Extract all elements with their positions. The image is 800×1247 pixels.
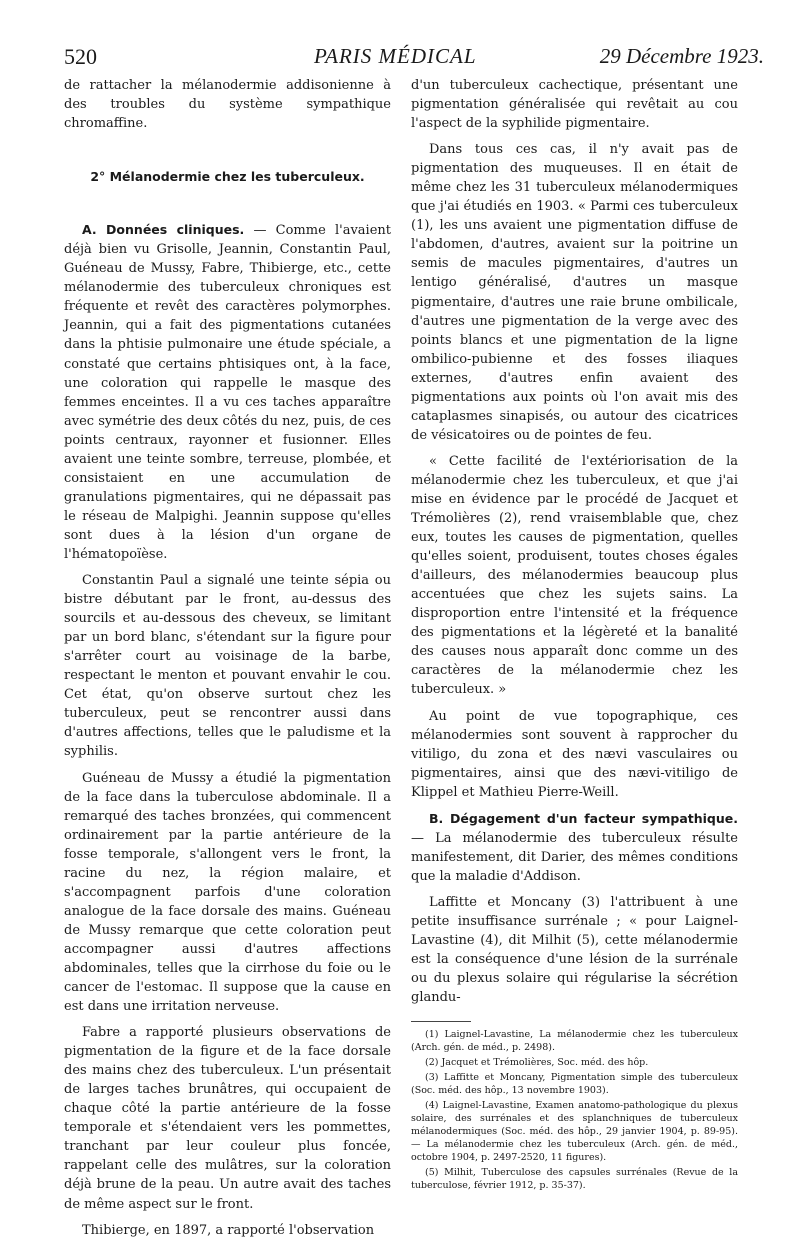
paragraph-cases: Dans tous ces cas, il n'y avait pas de pigmentation des muqueuses. Il en était de même chez les 31 tuberculeux mélanodermiques que j'ai étudiés en 1903. « Parmi ces tuberculeux (1), les uns avaient une pigmentation diffuse de l'abdomen, d'autres, avaient sur la poitrine un semis de macules pigmentaires, d'autres un lentigo généralisé, d'autres un masque pigmentaire, d'autres une raie brune ombilicale, d'autres une pigmentation de la verge avec des points blancs et une pigmentation de la ligne ombilico-pubienne et des fosses iliaques externes, d'autres enfin avaient des pigmentations aux points où l'on avait mis des cataplasmes sinapisés, ou autour des cicatrices de vésicatoires ou de pointes de feu. <box>411 142 738 443</box>
journal-title: PARIS MÉDICAL <box>314 44 477 68</box>
paragraph-paul: Constantin Paul a signalé une teinte sépia ou bistre débutant par le front, au-dessus des sourcils et au-dessous des cheveux, se limitant par un bord blanc, s'étendant sur la figure pour s'arrêter court au voisinage de la barbe, respectant le menton et pouvant envahir le cou. Cet état, qu'on observe surtout chez les tuberculeux, peut se rencontrer aussi dans d'autres affections, telles que le paludisme et la syphilis. <box>64 573 391 760</box>
paragraph-intro: de rattacher la mélanodermie addisonienne à des troubles du système sympathique chromaffine. <box>64 78 391 132</box>
paragraph-fabre: Fabre a rapporté plusieurs observations de pigmentation de la figure et de la face dorsale des mains chez des tuberculeux. L'un présentait de larges taches brunâtres, qui occupaient de chaque côté la partie antérieure de la fosse temporale et s'étendaient vers les pommettes, tranchant par leur couleur plus foncée, rappelant celle des mulâtres, sur la coloration déjà brune de la peau. Un autre avait des taches de même aspect sur le front. <box>64 1025 391 1212</box>
sympathetic-subheading: B. Dégagement d'un facteur sympathique. <box>429 810 738 826</box>
footnote: (5) Milhit, Tuberculose des capsules surrénales (Revue de la tuberculose, février 1912, p. 35-37). <box>411 1167 738 1192</box>
page-header <box>64 30 764 70</box>
paragraph-gueneau: Guéneau de Mussy a étudié la pigmentation de la face dans la tuberculose abdominale. Il a remarqué des taches bronzées, qui commencent ordinairement par la partie antérieure de la fosse temporale, s'allongent vers le front, la racine du nez, la région malaire, et s'accompagnent parfois d'une coloration analogue de la face dorsale des mains. Guéneau de Mussy remarque que cette coloration peut accompagner aussi d'autres affections abdominales, telles que la cirrhose du foie ou le cancer de l'estomac. Il suppose que la cause en est dans une irritation nerveuse. <box>64 770 391 1015</box>
footnote: (1) Laignel-Lavastine, La mélanodermie chez les tuberculeux (Arch. gén. de méd., p. 2498). <box>411 1029 738 1054</box>
footnotes <box>411 1028 738 1192</box>
footnote: (3) Laffitte et Moncany, Pigmentation simple des tuberculeux (Soc. méd. des hôp., 13 novembre 1903). <box>411 1072 738 1097</box>
paragraph-topography: Au point de vue topographique, ces mélanodermies sont souvent à rapprocher du vitiligo, du zona et des nævi vasculaires ou pigmentaires, ainsi que des nævi-vitiligo de Klippel et Mathieu Pierre-Weill. <box>411 708 738 800</box>
footnote-divider <box>411 1021 471 1022</box>
left-column <box>64 76 391 1247</box>
paragraph-thibierge: Thibierge, en 1897, a rapporté l'observation <box>82 1222 375 1238</box>
paragraph-clinical <box>64 220 391 564</box>
footnote: (2) Jacquet et Trémolières, Soc. méd. des hôp. <box>425 1057 649 1069</box>
clinical-subheading: A. Données cliniques. <box>82 222 245 238</box>
clinical-text: — Comme l'avaient déjà bien vu Grisolle, Jeannin, Constantin Paul, Guéneau de Mussy, Fabre, Thibierge, etc., cette mélanodermie des tuberculeux chroniques est fréquente et revêt des caractères polymorphes. Jeannin, qui a fait des pigmentations cutanées dans la phtisie pulmonaire une étude spéciale, a constaté que certains phtisiques ont, à la face, une coloration qui rappelle le masque des femmes enceintes. Il a vu ces taches apparaître avec symétrie des deux côtés du nez, puis, de ces points centraux, rayonner et fusionner. Elles avaient une teinte sombre, terreuse, plombée, et consistaient en une accumulation de granulations pigmentaires, qui ne dépassait pas le réseau de Malpighi. Jeannin suppose qu'elles sont dues à la lésion d'un organe de l'hématopoïèse. <box>64 223 391 562</box>
footnote: (4) Laignel-Lavastine, Examen anatomo-pathologique du plexus solaire, des surrénales et des splanchniques de tuberculeux mélanodermiques (Soc. méd. des hôp., 29 janvier 1904, p. 89-95). — La mélanodermie chez les tuberculeux (Arch. gén. de méd., octobre 1904, p. 2497-2520, 11 figures). <box>411 1100 738 1164</box>
sympathetic-text: — La mélanodermie des tuberculeux résulte manifestement, dit Darier, des mêmes conditions que la maladie d'Addison. <box>411 830 738 884</box>
paragraph-quote: « Cette facilité de l'extériorisation de la mélanodermie chez les tuberculeux, et que j'ai mise en évidence par le procédé de Jacquet et Trémolières (2), rend vraisemblable que, chez eux, toutes les causes de pigmentation, quelles qu'elles soient, produisent, toutes choses égales d'ailleurs, des mélanodermies beaucoup plus accentuées que chez les sujets sains. La disproportion entre l'intensité et la fréquence des pigmentations et la légèreté et la banalité des causes nous apparaît donc comme un des caractères de la mélanodermie chez les tuberculeux. » <box>411 453 738 698</box>
paragraph-sympathetic <box>411 809 738 886</box>
paragraph-continuation: d'un tuberculeux cachectique, présentant une pigmentation généralisée qui revêtait au cou l'aspect de la syphilide pigmentaire. <box>411 78 738 132</box>
page-number: 520 <box>64 44 97 69</box>
right-column <box>411 76 738 1194</box>
paragraph-laffitte: Laffitte et Moncany (3) l'attribuent à une petite insuffisance surrénale ; « pour Laignel-Lavastine (4), dit Milhit (5), cette mélanodermie est la conséquence d'une lésion de la surrénale ou du plexus solaire qui régularise la sécrétion glandu- <box>411 894 738 1006</box>
section-heading: 2° Mélanodermie chez les tuberculeux. <box>90 169 365 185</box>
issue-date: 29 Décembre 1923. <box>599 44 764 68</box>
